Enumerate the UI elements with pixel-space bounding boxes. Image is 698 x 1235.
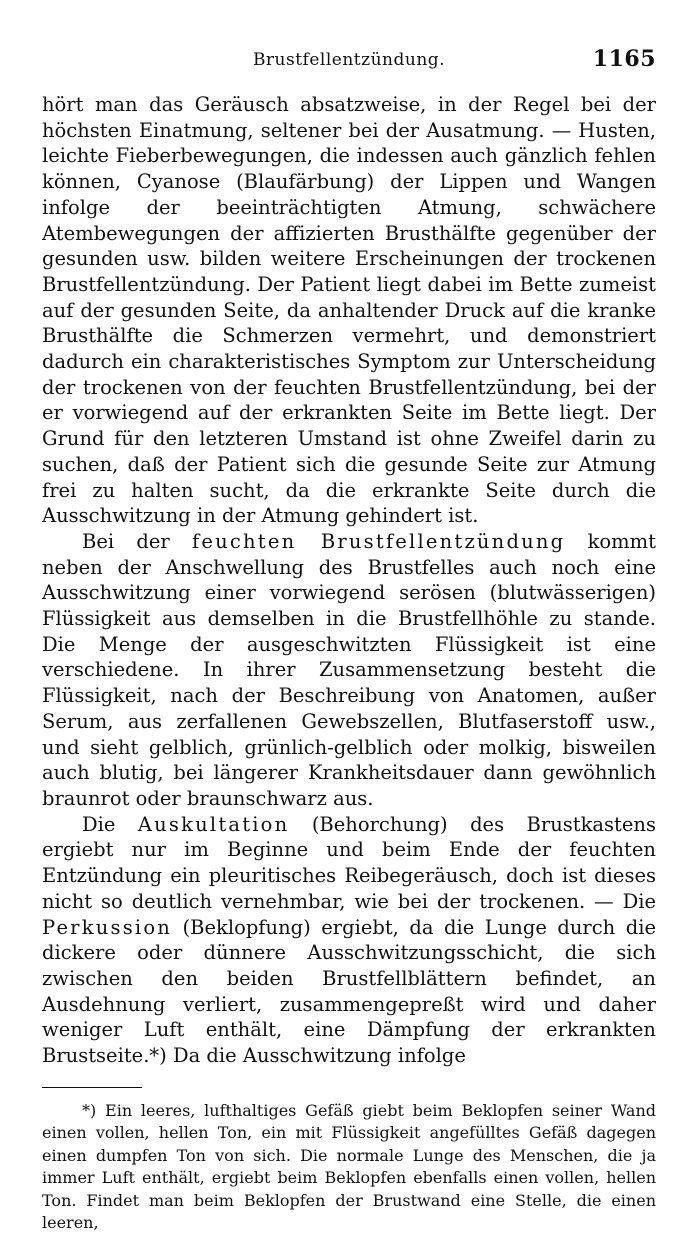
- paragraph-3-lead: Die: [82, 812, 116, 836]
- page-number: 1165: [592, 46, 656, 72]
- paragraph-2: [42, 529, 656, 812]
- running-title: Brustfellentzündung.: [252, 50, 446, 70]
- emphasis-auskultation: Auskultation: [137, 812, 290, 836]
- emphasis-perkussion: Perkussion: [42, 915, 173, 939]
- emphasis-feuchten-brustfellentzuendung: feuchten Brustfellentzündung: [192, 529, 566, 553]
- paragraph-3-mid: (Behorchung) des Brustkastens ergiebt nur im Beginne und beim Ende der feuchten Entzündung ein pleuritisches Reibegeräusch, doch ist dieses nicht so deutlich vernehmbar, wie bei der trockenen. — Die: [42, 812, 656, 913]
- paragraph-2-lead: Bei der: [82, 529, 170, 553]
- paragraph-2-rest: kommt neben der Anschwellung des Brustfelles auch noch eine Ausschwitzung einer vorwiegend serösen (blutwässerigen) Flüssigkeit aus demselben in die Brustfellhöhle zu stande. Die Menge der ausgeschwitzten Flüssigkeit ist eine verschiedene. In ihrer Zusammensetzung besteht die Flüssigkeit, nach der Beschreibung von Anatomen, außer Serum, aus zerfallenen Gewebszellen, Blutfaserstoff usw., und sieht gelblich, grünlich-gelblich oder molkig, bisweilen auch blutig, bei längerer Krankheitsdauer dann gewöhnlich braunrot oder braunschwarz aus.: [42, 529, 656, 810]
- paragraph-3: [42, 812, 656, 1069]
- footnote-divider: [42, 1087, 142, 1088]
- running-header: [42, 44, 656, 92]
- footnote-text: *) Ein leeres, lufthaltiges Gefäß giebt beim Beklopfen seiner Wand einen vollen, hellen Ton, ein mit Flüssigkeit angefülltes Gefäß dagegen einen dumpfen Ton von sich. Die normale Lunge des Menschen, die ja immer Luft enthält, ergiebt beim Beklopfen ebenfalls einen vollen, hellen Ton. Findet man beim Beklopfen der Brustwand eine Stelle, die einen leeren,: [42, 1100, 656, 1233]
- paragraph-3-rest: (Beklopfung) ergiebt, da die Lunge durch die dickere oder dünnere Ausschwitzungsschicht, die sich zwischen den beiden Brustfellblättern befindet, an Ausdehnung verliert, zusammengepreßt wird und daher weniger Luft enthält, eine Dämpfung der erkrankten Brustseite.*) Da die Ausschwitzung infolge: [42, 915, 656, 1068]
- paragraph-1: hört man das Geräusch absatzweise, in der Regel bei der höchsten Einatmung, seltener bei der Ausatmung. — Husten, leichte Fieberbewegungen, die indessen auch gänzlich fehlen können, Cyanose (Blaufärbung) der Lippen und Wangen infolge der beeinträchtigten Atmung, schwächere Atembewegungen der affizierten Brusthälfte gegenüber der gesunden usw. bilden weitere Erscheinungen der trockenen Brustfellentzündung. Der Patient liegt dabei im Bette zumeist auf der gesunden Seite, da anhaltender Druck auf die kranke Brusthälfte die Schmerzen vermehrt, und demonstriert dadurch ein charakteristisches Symptom zur Unterscheidung der trockenen von der feuchten Brustfellentzündung, bei der er vorwiegend auf der erkrankten Seite im Bette liegt. Der Grund für den letzteren Umstand ist ohne Zweifel darin zu suchen, daß der Patient sich die gesunde Seite zur Atmung frei zu halten sucht, da die erkrankte Seite durch die Ausschwitzung in der Atmung gehindert ist.: [42, 93, 656, 528]
- main-text: [42, 92, 656, 1069]
- footnote: [42, 1100, 656, 1235]
